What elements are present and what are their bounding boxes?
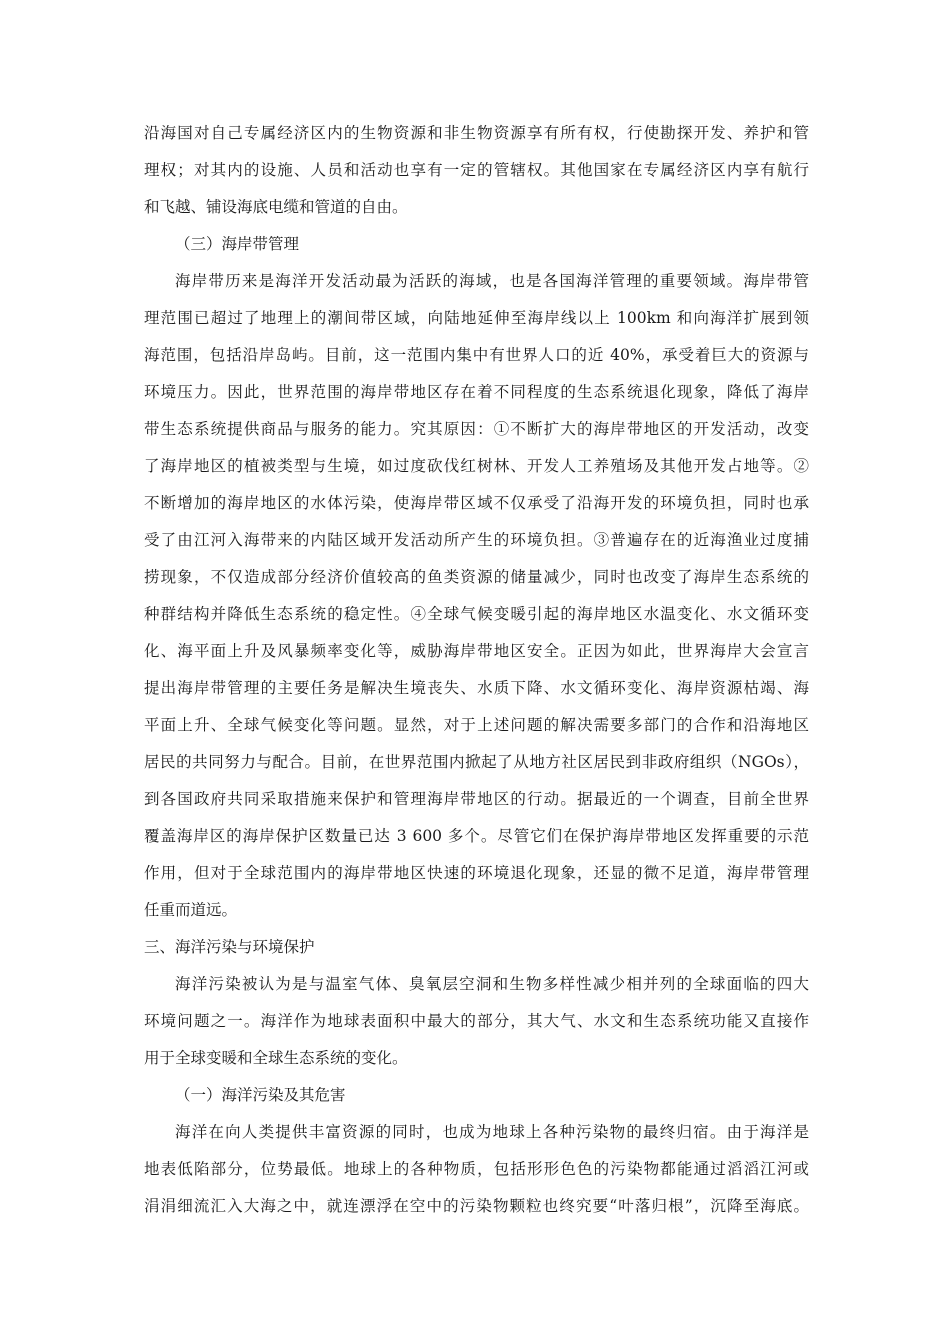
paragraph-line: 受了由江河入海带来的内陆区域开发活动所产生的环境负担。③普遍存在的近海渔业过度捕: [144, 531, 809, 549]
paragraph-line: 环境压力。因此，世界范围的海岸带地区存在着不同程度的生态系统退化现象，降低了海岸: [144, 383, 809, 401]
paragraph-line: 海洋污染被认为是与温室气体、臭氧层空洞和生物多样性减少相并列的全球面临的四大: [175, 975, 809, 993]
paragraph-line: 化、海平面上升及风暴频率变化等，威胁海岸带地区安全。正因为如此，世界海岸大会宣言: [144, 642, 809, 660]
paragraph-line: 覆盖海岸区的海岸保护区数量已达 3 600 多个。尽管它们在保护海岸带地区发挥重要的示范: [144, 827, 809, 845]
paragraph-line: 种群结构并降低生态系统的稳定性。④全球气候变暖引起的海岸地区水温变化、水文循环变: [144, 605, 809, 623]
paragraph-line: 海范围，包括沿岸岛屿。目前，这一范围内集中有世界人口的近 40%，承受着巨大的资源与: [144, 346, 809, 364]
paragraph-line: 带生态系统提供商品与服务的能力。究其原因：①不断扩大的海岸带地区的开发活动，改变: [144, 420, 809, 438]
paragraph-line: 了海岸地区的植被类型与生境，如过度砍伐红树林、开发人工养殖场及其他开发占地等。②: [144, 457, 809, 475]
paragraph-line: 用于全球变暖和全球生态系统的变化。: [144, 1049, 408, 1067]
paragraph-line: 理权；对其内的设施、人员和活动也享有一定的管辖权。其他国家在专属经济区内享有航行: [144, 161, 809, 179]
section-heading: （一）海洋污染及其危害: [175, 1086, 346, 1104]
paragraph-line: 环境问题之一。海洋作为地球表面积中最大的部分，其大气、水文和生态系统功能又直接作: [144, 1012, 809, 1030]
section-heading: （三）海岸带管理: [175, 235, 300, 253]
paragraph-line: 任重而道远。: [144, 901, 238, 919]
paragraph-line: 海洋在向人类提供丰富资源的同时，也成为地球上各种污染物的最终归宿。由于海洋是: [175, 1123, 809, 1141]
paragraph-line: 居民的共同努力与配合。目前，在世界范围内掀起了从地方社区居民到非政府组织（NGOs），: [144, 753, 809, 771]
paragraph-line: 作用，但对于全球范围内的海岸带地区快速的环境退化现象，还显的微不足道，海岸带管理: [144, 864, 809, 882]
paragraph-line: 地表低陷部分，位势最低。地球上的各种物质，包括形形色色的污染物都能通过滔滔江河或: [144, 1160, 809, 1178]
paragraph-line: 和飞越、铺设海底电缆和管道的自由。: [144, 198, 408, 216]
paragraph-line: 不断增加的海岸地区的水体污染，使海岸带区域不仅承受了沿海开发的环境负担，同时也承: [144, 494, 809, 512]
section-heading: 三、海洋污染与环境保护: [144, 938, 315, 956]
paragraph-line: 涓涓细流汇入大海之中，就连漂浮在空中的污染物颗粒也终究要“叶落归根”，沉降至海底。: [144, 1197, 809, 1215]
paragraph-line: 理范围已超过了地理上的潮间带区域，向陆地延伸至海岸线以上 100km 和向海洋扩展到领: [144, 309, 809, 327]
paragraph-line: 平面上升、全球气候变化等问题。显然，对于上述问题的解决需要多部门的合作和沿海地区: [144, 716, 809, 734]
paragraph-line: 提出海岸带管理的主要任务是解决生境丧失、水质下降、水文循环变化、海岸资源枯竭、海: [144, 679, 809, 697]
paragraph-line: 捞现象，不仅造成部分经济价值较高的鱼类资源的储量减少，同时也改变了海岸生态系统的: [144, 568, 809, 586]
paragraph-line: 海岸带历来是海洋开发活动最为活跃的海域，也是各国海洋管理的重要领域。海岸带管: [175, 272, 809, 290]
paragraph-line: 到各国政府共同采取措施来保护和管理海岸带地区的行动。据最近的一个调查，目前全世界: [144, 790, 809, 808]
paragraph-line: 沿海国对自己专属经济区内的生物资源和非生物资源享有所有权，行使勘探开发、养护和管: [144, 124, 809, 142]
